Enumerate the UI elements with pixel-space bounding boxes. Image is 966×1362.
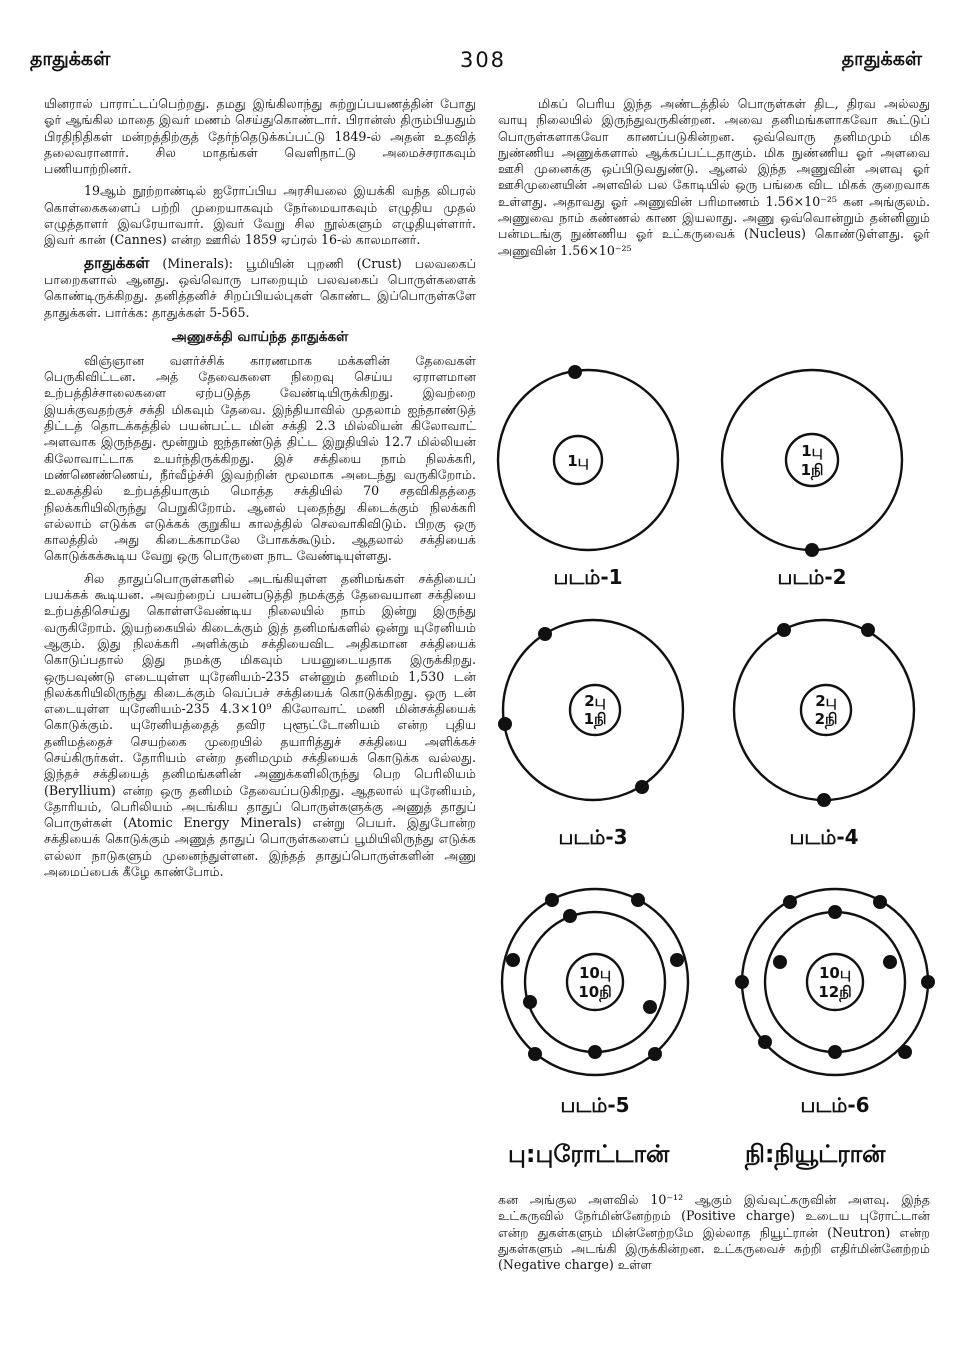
fig3-electron — [498, 717, 512, 731]
fig5-nucleus — [567, 954, 623, 1010]
fig5-caption: படம்-5 — [560, 1093, 630, 1117]
fig6-nucleus-label: 12நி — [818, 983, 852, 1001]
fig1-nucleus-label: 1பு — [567, 452, 589, 470]
fig6-nucleus — [807, 954, 863, 1010]
fig5-electron — [648, 1047, 662, 1061]
page-number: 308 — [459, 48, 507, 72]
fig5-electron — [545, 893, 559, 907]
fig3-electron — [538, 627, 552, 641]
entry-body-minerals: (Minerals): பூமியின் புறணி (Crust) பலவகைப் பாறைகளால் ஆனது. ஒவ்வொரு பாறையும் பலவகைப் பொருள்களைக் கொண்டிருக்கிறது. தனித்தனிச் சிறப்பியல்புகள் கொண்ட இப்பொருள்களே தாதுக்கள். பார்க்க: தாதுக்கள் 5-565. — [44, 255, 476, 320]
paragraph-nucleus: கன அங்குல அளவில் 10⁻¹² ஆகும் இவ்வுட்கருவின் அளவு. இந்த உட்கருவில் நேர்மின்னேற்றம் (Positive charge) உடைய புரோட்டான் என்ற துகள்களும் மின்னேற்றமே இல்லாத நியூட்ரான் (Neutron) என்ற துகள்களும் அடங்கி இருக்கின்றன. உட்கருவைச் சுற்றி எதிர்மின்னேற்றம் (Negative charge) உள்ள — [498, 1192, 930, 1273]
section-subheading: அணுசக்தி வாய்ந்த தாதுக்கள் — [171, 328, 349, 345]
fig4-electron — [861, 623, 875, 637]
fig6-nucleus-label: 10பு — [818, 964, 852, 982]
running-head-left: தாதுக்கள் — [30, 48, 111, 70]
left-column — [44, 96, 476, 1346]
fig2-caption: படம்-2 — [777, 565, 847, 589]
fig3-nucleus-label: 1நி — [583, 710, 607, 728]
fig4-electron — [777, 623, 791, 637]
fig4-electron — [817, 793, 831, 807]
legend-neutron: நி:நியூட்ரான் — [745, 1140, 886, 1168]
entry-term-minerals: தாதுக்கள் — [84, 253, 150, 272]
fig3-electron — [635, 780, 649, 794]
fig5-nucleus-label: 10பு — [578, 964, 612, 982]
fig2-nucleus-label: 1பு — [801, 442, 823, 460]
fig5-electron — [631, 893, 645, 907]
paragraph-atom-size: மிகப் பெரிய இந்த அண்டத்தில் பொருள்கள் திட, திரவ அல்லது வாயு நிலையில் இருந்துவருகின்றன. அவை தனிமங்களாகவோ கூட்டுப் பொருள்களாகவோ காணப்படுகின்றன. ஒவ்வொரு தனிமமும் மிக நுண்ணிய அணுக்களால் ஆக்கப்பட்டதாகும். மிக நுண்ணிய ஓர் அளவை ஊசி முனைக்கு ஒப்பிடுவதுண்டு. ஆனல் இந்த அணுவின் அளவு ஓர் ஊசிமுனையின் அளவில் பல கோடியில் ஒரு பங்கை விட மிகக் குறைவாக உள்ளது. அதாவது ஓர் அணுவின் பரிமாணம் 1.56×10⁻²⁵ கன அங்குலம். அணுவை நாம் கண்ணல் காண இயலாது. அணு ஒவ்வொன்றும் தன்னினும் பன்மடங்கு நுண்ணிய ஓர் உட்கருவைக் (Nucleus) கொண்டுள்ளது. ஓர் அணுவின் 1.56×10⁻²⁵ — [498, 96, 930, 258]
fig5-electron — [670, 953, 684, 967]
fig5-electron — [528, 1047, 542, 1061]
fig6-electron — [758, 1035, 772, 1049]
fig6-electron — [783, 895, 797, 909]
fig6-electron — [898, 1045, 912, 1059]
fig4-nucleus-label: 2நி — [814, 710, 838, 728]
atom-diagrams-svg — [490, 362, 940, 1172]
page-header — [0, 48, 966, 88]
fig5-electron — [523, 995, 537, 1009]
right-column-bottom — [498, 1192, 930, 1342]
paragraph-atomic-minerals: சில தாதுப்பொருள்களில் அடங்கியுள்ள தனிமங்கள் சக்தியைப் பயக்கக் கூடியன. அவற்றைப் பயன்படுத்தி நமக்குத் தேவையான சக்தியை உற்பத்திசெய்து கொள்ளவேண்டிய நிலையில் நாம் இன்று இருந்து வருகிறோம். இயற்கையில் கிடைக்கும் இத் தனிமங்களில் ஒன்று யுரேனியம் ஆகும். இது நிலக்கரி அளிக்கும் சக்தியைவிட அதிகமான சக்தியைக் கொடுப்பதால் இது நமக்கு மிகவும் பயனுடையதாக இருக்கிறது. ஒருபவுண்டு எடையுள்ள யுரேனியம்-235 என்னும் தனிமம் 1,530 டன் நிலக்கரியிலிருந்து கிடைக்கும் வெப்பச் சக்தியைக் கொடுக்கிறது. ஒரு டன் எடையுள்ள யுரேனியம்-235 4.3×10⁹ கிலோவாட் மணி மின்சக்தியைக் கொடுக்கும். யுரேனியத்தைத் தவிர புளூட்டோனியம் என்ற புதிய தனிமத்தைச் செயற்கை முறையில் தயாரித்துச் சக்தியை அளிக்கச் செய்கிருர்கள். தோரியம் என்ற தனிமமும் சக்தியைக் கொடுக்க வல்லது. இந்தச் சக்தியைத் தனிமங்களின் அணுக்களிலிருந்து பெற பெரிலியம் (Beryllium) என்ற ஒரு தனிமம் தேவைப்படுகிறது. ஆதலால் யுரேனியம், தோரியம், பெரிலியம் அடங்கிய தாதுப் பொருள்களுக்கு அணுத் தாதுப் பொருள்கள் (Atomic Energy Minerals) என்று பெயர். இதுபோன்ற சக்தியைக் கொடுக்கும் அணுத் தாதுப் பொருள்களைப் பூமியிலிருந்து எடுக்க எல்லா நாடுகளும் முனைந்துள்ளன. இந்தத் தாதுப்பொருள்களின் அணு அமைப்பைக் கீழே காண்போம். — [44, 570, 476, 880]
fig3-caption: படம்-3 — [558, 825, 628, 849]
fig1-caption: படம்-1 — [553, 565, 623, 589]
fig5-inner-orbit — [525, 912, 665, 1052]
fig6-inner-orbit — [765, 912, 905, 1052]
fig6-electron — [921, 975, 935, 989]
fig5-electron — [506, 953, 520, 967]
running-head-right: தாதுக்கள் — [841, 48, 922, 70]
fig6-electron — [735, 975, 749, 989]
fig2-nucleus-label: 1நி — [800, 461, 824, 479]
paragraph-energy-need: விஞ்ஞான வளர்ச்சிக் காரணமாக மக்களின் தேவைகள் பெருகிவிட்டன. அத் தேவைகளை நிறைவு செய்ய ஏராளமான உற்பத்திச்சாலைகளை ஏற்படுத்த வேண்டியிருக்கிறது. இவற்றை இயக்குவதற்குச் சக்தி மிகவும் தேவை. இந்தியாவில் முதலாம் ஐந்தாண்டுத் திட்டத் தொடக்கத்தில் பயன்பட்ட மின் சக்தி 2.3 மில்லியன் கிலோவாட் அளவாக இருந்தது. மூன்றும் ஐந்தாண்டுத் திட்ட இறுதியில் 12.7 மில்லியன் கிலோவாட்டாக உயர்ந்திருக்கிறது. இச் சக்தியை நாம் நிலக்கரி, மண்ணெண்ணெய், நீர்வீழ்ச்சி இவற்றின் மூலமாக அடைந்து வருகிறோம். உலகத்தில் உற்பத்தியாகும் மொத்த சக்தியில் 70 சதவிகிதத்தை நிலக்கரியிலிருந்து பெறுகிறோம். ஆனல் புதைந்து கிடைக்கும் நிலக்கரி எல்லாம் எடுக்க எடுக்கக் குறுகிய காலத்தில் செலவாகிவிடும். பிறகு ஒரு காலத்தில் அது கிடைக்காமலே போகக்கூடும். ஆதலால் சக்தியைக் கொடுக்கக்கூடிய வேறு ஒரு பொருளை நாட வேண்டியுள்ளது. — [44, 352, 476, 564]
fig5-electron — [588, 1045, 602, 1059]
legend-proton: பு:புரோட்டான் — [508, 1140, 670, 1168]
fig6-electron — [873, 895, 887, 909]
paragraph-biography-works: 19ஆம் நூற்றாண்டில் ஐரோப்பிய அரசியலை இயக்கி வந்த லிபரல் கொள்கைகளைப் பற்றி முறையாகவும் நேர்மையாகவும் எழுதிய முதல் எழுத்தாளர் இவரேயாவார். இவர் வேறு சில நூல்களும் எழுதியுள்ளார். இவர் கான் (Cannes) என்ற ஊரில் 1859 ஏப்ரல் 16-ல் காலமானர். — [44, 183, 476, 248]
right-column-top — [498, 96, 930, 358]
paragraph-minerals-entry — [44, 255, 476, 321]
fig2-orbit — [722, 370, 902, 550]
fig6-electron — [773, 955, 787, 969]
fig4-nucleus-label: 2பு — [815, 692, 837, 710]
fig6-electron — [883, 955, 897, 969]
fig6-caption: படம்-6 — [800, 1093, 870, 1117]
atom-diagrams — [490, 362, 940, 1172]
fig3-nucleus-label: 2பு — [584, 692, 606, 710]
fig6-electron — [828, 905, 842, 919]
fig5-nucleus-label: 10நி — [578, 983, 612, 1001]
fig4-caption: படம்-4 — [789, 825, 859, 849]
fig5-electron — [563, 909, 577, 923]
fig1-electron — [568, 365, 582, 379]
fig6-electron — [828, 1045, 842, 1059]
paragraph-biography-end: யினரால் பாராட்டப்பெற்றது. தமது இங்கிலாந்து சுற்றுப்பயணத்தின் போது ஓர் ஆங்கில மாதை இவர் மணம் செய்துகொண்டார். பிரான்ஸ் திரும்பியதும் பிரதிநிதிகள் மன்றத்திற்குத் தேர்ந்தெடுக்கப்பட்டு 1849-ல் அதன் உதவித் தலைவரானார். சில மாதங்கள் வெளிநாட்டு அமைச்சராகவும் பணியாற்றினர். — [44, 96, 476, 177]
fig5-electron — [643, 1000, 657, 1014]
fig2-electron — [805, 543, 819, 557]
